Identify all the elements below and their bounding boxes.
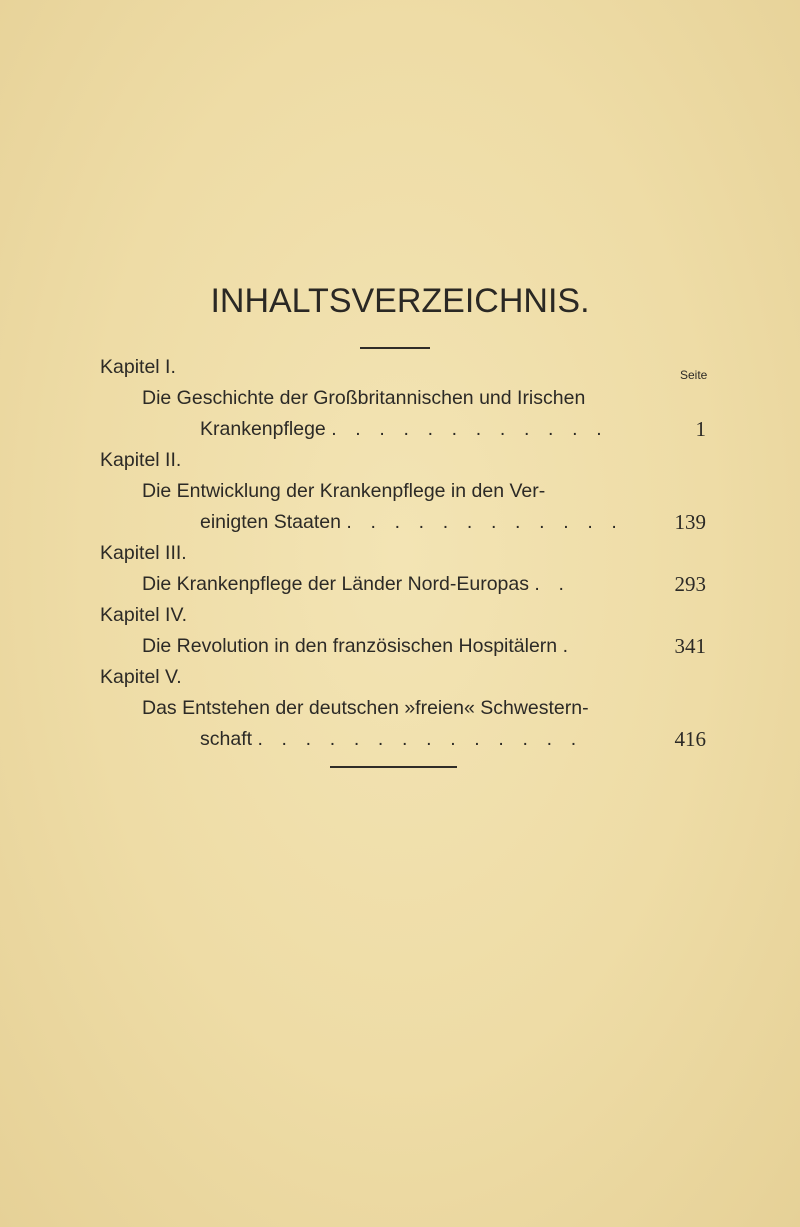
chapter-title: Das Entstehen der deutschen »freien« Schwestern- [142,697,589,719]
chapter-title-continued [200,724,583,755]
chapter-title: Die Revolution in den französischen Hospitälern [142,635,558,657]
title-rule [360,347,430,349]
chapter-title: Die Geschichte der Großbritannischen und Irischen [142,387,586,409]
page-number: 416 [674,727,706,751]
chapter-label: Kapitel V. [100,666,182,688]
chapter-title-row [142,569,571,600]
chapter-title: Die Krankenpflege der Länder Nord-Europas [142,573,529,595]
page-number: 341 [674,634,706,658]
chapter-label: Kapitel III. [100,542,187,564]
chapter-title-continued [200,507,623,538]
chapter-label: Kapitel IV. [100,604,188,626]
seite-label: Seite [680,368,708,382]
leader-dots: . . [534,573,571,595]
leader-dots: . [562,635,575,657]
chapter-label: Kapitel II. [100,449,182,471]
page-title: INHALTSVERZEICHNIS. [210,282,590,320]
page-number: 293 [674,572,706,596]
chapter-title-end: Krankenpflege [200,418,326,440]
chapter-title-continued [200,414,608,445]
closing-rule [330,766,457,768]
page-number: 139 [674,510,706,534]
chapter-label: Kapitel I. [100,356,176,378]
chapter-title-row [142,631,575,662]
chapter-title-end: schaft [200,728,253,750]
leader-dots: . . . . . . . . . . . . . . [257,728,583,750]
chapter-title-end: einigten Staaten [200,511,341,533]
page-number: 1 [695,417,706,441]
leader-dots: . . . . . . . . . . . . [346,511,624,533]
leader-dots: . . . . . . . . . . . . [331,418,609,440]
chapter-title: Die Entwicklung der Krankenpflege in den Ver- [142,480,546,502]
